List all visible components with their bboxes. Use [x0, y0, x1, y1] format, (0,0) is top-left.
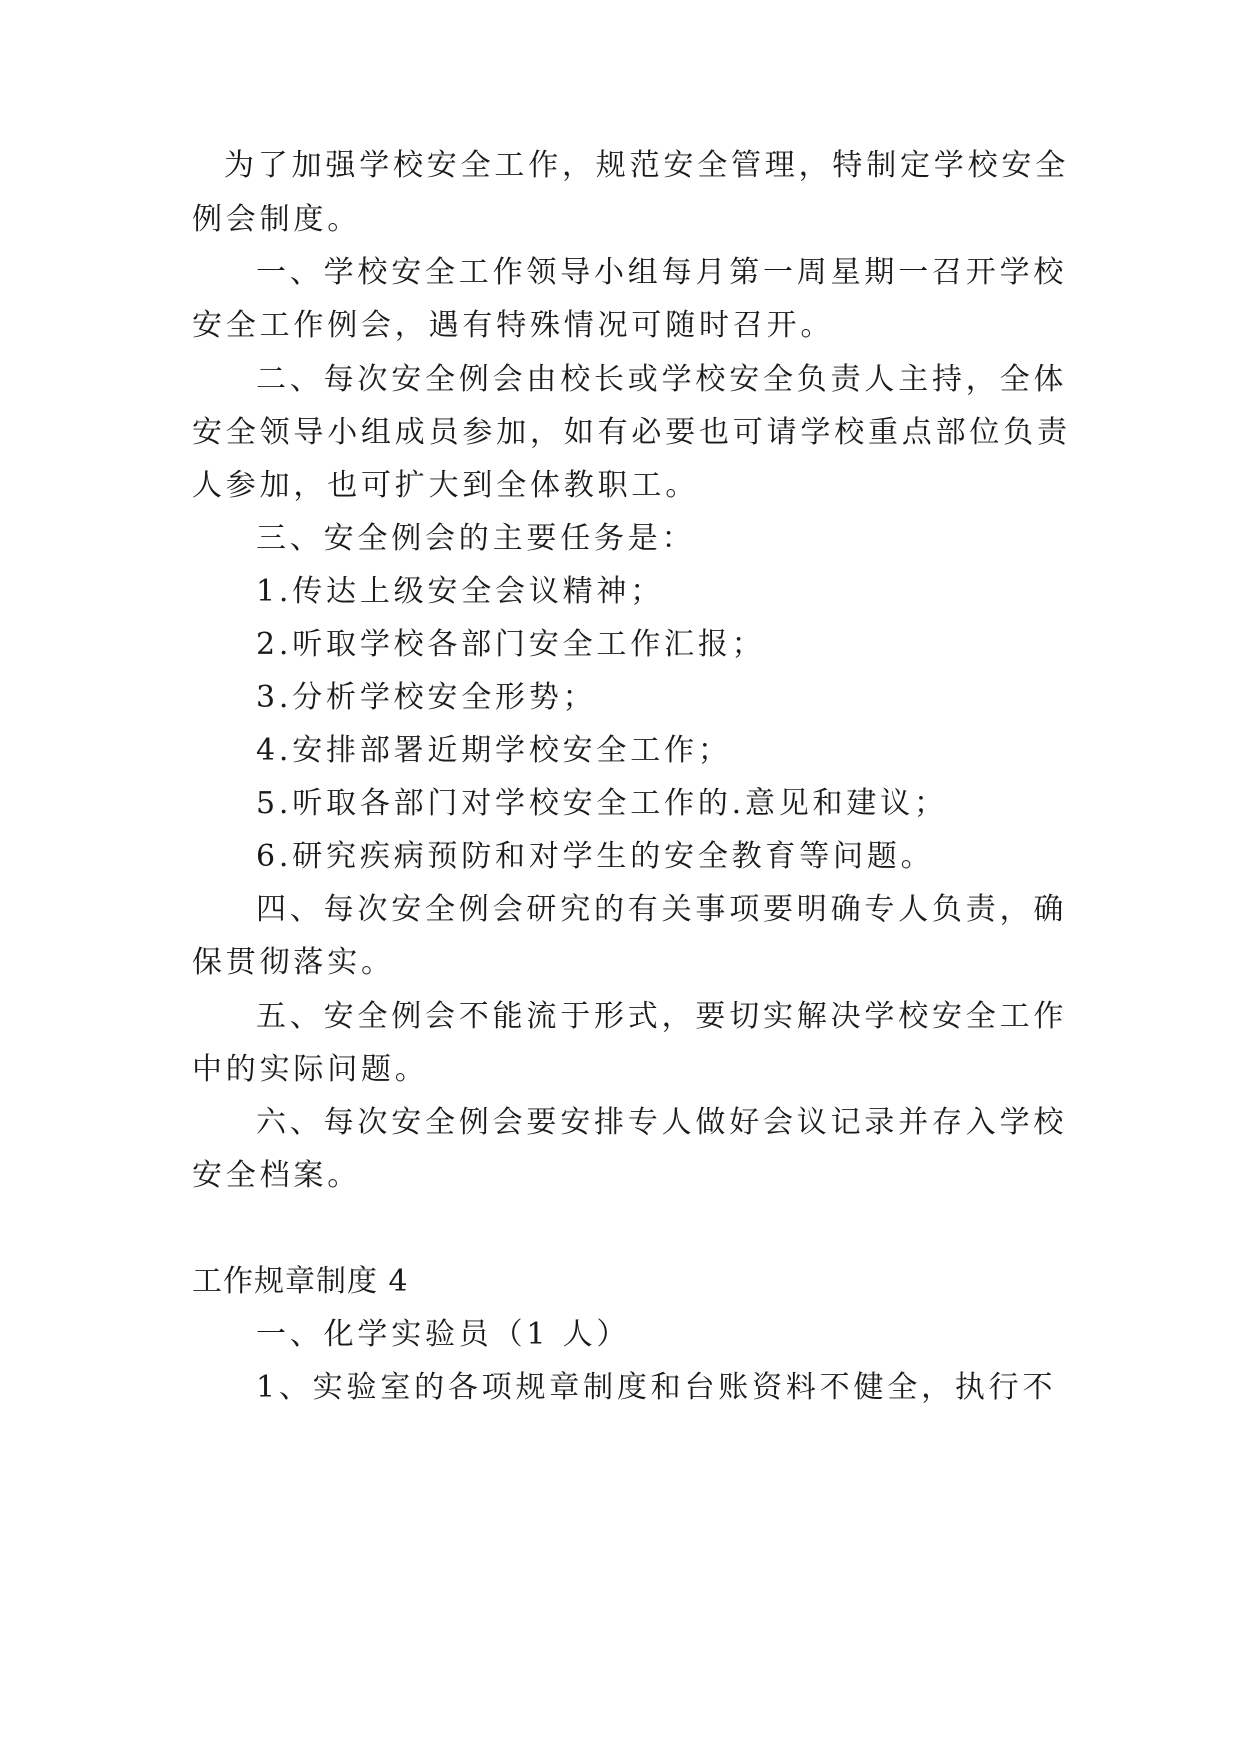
list-item: 6.研究疾病预防和对学生的安全教育等问题。 [256, 839, 935, 874]
paragraph-line: 中的实际问题。 [192, 1052, 429, 1087]
paragraph-line: 安全档案。 [192, 1158, 361, 1193]
list-item: 3.分析学校安全形势； [256, 680, 597, 715]
paragraph-line: 1、实验室的各项规章制度和台账资料不健全，执行不 [256, 1370, 1057, 1405]
list-item: 2.听取学校各部门安全工作汇报； [256, 627, 766, 662]
paragraph-line: 四、每次安全例会研究的有关事项要明确专人负责，确 [256, 892, 1068, 927]
list-item: 4.安排部署近期学校安全工作； [256, 733, 732, 768]
paragraph-line: 安全领导小组成员参加，如有必要也可请学校重点部位负责 [192, 415, 1071, 450]
paragraph-line: 一、化学实验员（1 人） [256, 1317, 631, 1352]
list-item: 5.听取各部门对学校安全工作的.意见和建议； [256, 786, 948, 821]
paragraph-line: 保贯彻落实。 [192, 945, 395, 980]
paragraph-line: 三、安全例会的主要任务是： [256, 521, 696, 556]
list-item: 1.传达上级安全会议精神； [256, 574, 665, 609]
paragraph-line: 为了加强学校安全工作，规范安全管理，特制定学校安全 [224, 148, 1069, 183]
paragraph-line: 一、学校安全工作领导小组每月第一周星期一召开学校 [256, 255, 1068, 290]
paragraph-line: 五、安全例会不能流于形式，要切实解决学校安全工作 [256, 999, 1068, 1034]
paragraph-line: 例会制度。 [192, 202, 361, 237]
paragraph-line: 六、每次安全例会要安排专人做好会议记录并存入学校 [256, 1105, 1068, 1140]
paragraph-line: 人参加，也可扩大到全体教职工。 [192, 468, 699, 503]
paragraph-line: 二、每次安全例会由校长或学校安全负责人主持，全体 [256, 362, 1068, 397]
paragraph-line: 安全工作例会，遇有特殊情况可随时召开。 [192, 308, 835, 343]
section-heading: 工作规章制度 4 [192, 1264, 409, 1299]
